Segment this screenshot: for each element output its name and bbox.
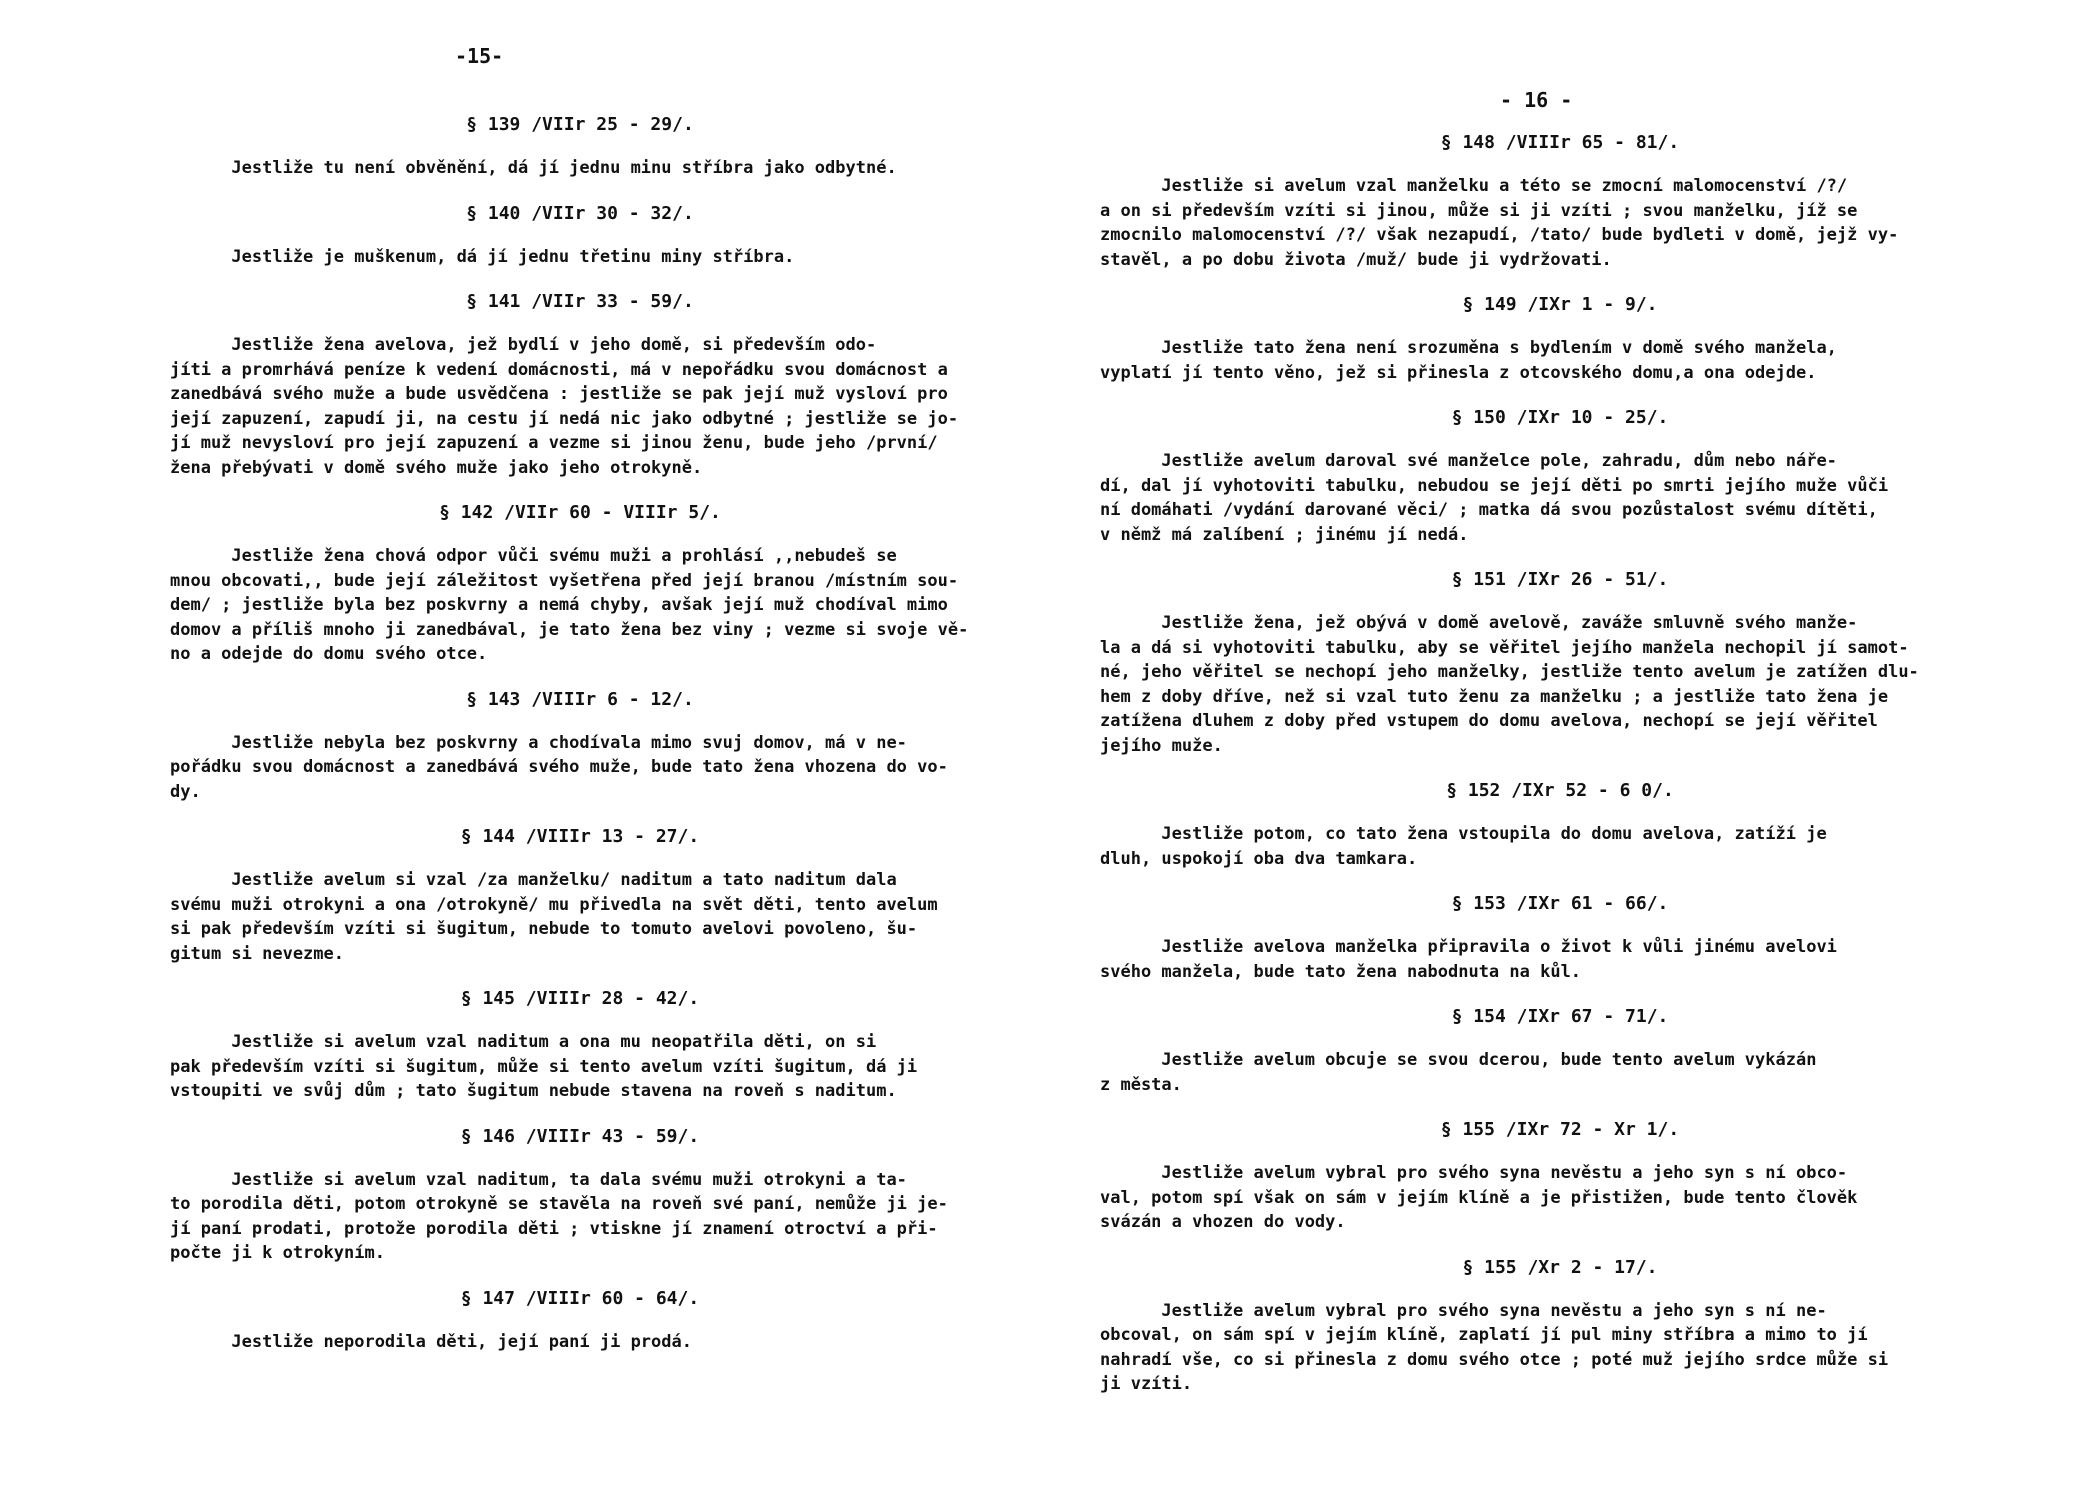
text-line: hem z doby dříve, než si vzal tuto ženu za manželku ; a jestliže tato žena je [1100,686,1889,707]
page-number: - 16 - [1500,88,1573,112]
text-line: domov a příliš mnoho ji zanedbával, je tato žena bez viny ; vezme si svoje vě- [170,619,969,640]
text-line: a on si především vzíti si jinou, může si ji vzíti ; svou manželku, jíž se [1100,200,1858,221]
text-line: počte ji k otrokyním. [170,1243,385,1263]
text-line: jí muž nevysloví pro její zapuzení a vezme si jinou ženu, bude jeho /první/ [170,433,938,453]
text-line: Jestliže je muškenum, dá jí jednu třetinu miny stříbra. [170,246,795,267]
section-paragraph [170,245,990,270]
section-paragraph [1100,1299,2020,1397]
text-line: zatížena dluhem z doby před vstupem do domu avelova, nechopí se její věřitel [1100,711,1878,731]
text-line: dem/ ; jestliže byla bez poskvrny a nemá chyby, avšak její muž chodíval mimo [170,595,948,615]
section-heading: § 155 /Xr 2 - 17/. [1462,1256,1658,1278]
text-line: svého manžela, bude tato žena nabodnuta na kůl. [1100,961,1582,982]
text-line: jejího muže. [1100,735,1223,756]
text-line: vyplatí jí tento věno, jež si přinesla z otcovského domu,a ona odejde. [1100,362,1817,383]
text-line: její zapuzení, zapudí ji, na cestu jí nedá nic jako odbytné ; jestliže se jo- [170,408,959,429]
text-line: la a dá si vyhotoviti tabulku, aby se věřitel jejího manžela nechopil jí samot- [1100,637,1909,658]
section-heading: § 153 /IXr 61 - 66/. [1451,893,1669,914]
text-line: pořádku svou domácnost a zanedbává svého muže, bude tato žena vhozena do vo- [170,757,948,777]
section-heading: § 148 /VIIIr 65 - 81/. [1440,132,1680,153]
section-paragraph [170,731,990,805]
section-paragraph [170,156,990,181]
section-heading: § 155 /IXr 72 - Xr 1/. [1440,1119,1680,1140]
text-line: jíti a promrhává peníze k vedení domácnosti, má v nepořádku svou domácnost a [170,359,948,380]
section-paragraph [1100,822,2020,871]
text-line: Jestliže si avelum vzal manželku a této se zmocní malomocenství /?/ [1100,176,1848,196]
section-paragraph [170,1330,990,1355]
text-line: pak především vzíti si šugitum, může si tento avelum vzíti šugitum, dá ji [170,1056,918,1077]
text-line: obcoval, on sám spí v jejím klíně, zaplatí jí pul miny stříbra a mimo to jí [1100,1325,1868,1345]
text-line: Jestliže avelum vybral pro svého syna nevěstu a jeho syn s ní obco- [1100,1163,1848,1183]
section-paragraph [1100,935,2020,984]
section-paragraph [1100,1161,2020,1235]
text-line: dí, dal jí vyhotoviti tabulku, nebudou se její děti po smrti jejího muže vůči [1100,475,1889,496]
section-heading: § 143 /VIIIr 6 - 12/. [466,688,694,710]
page-content [1100,130,2020,1417]
text-line: Jestliže avelum vybral pro svého syna nevěstu a jeho syn s ní ne- [1100,1300,1827,1321]
text-line: val, potom spí však on sám v jejím klíně a je přistižen, bude tento člověk [1100,1187,1858,1208]
text-line: nahradí vše, co si přinesla z domu svého otce ; poté muž jejího srdce může si [1100,1349,1889,1370]
text-line: Jestliže žena chová odpor vůči svému muži a prohlásí ,,nebudeš se [170,546,897,566]
text-line: Jestliže nebyla bez poskvrny a chodívala mimo svuj domov, má v ne- [170,732,907,753]
section-paragraph [170,868,990,966]
text-line: gitum si nevezme. [170,943,344,964]
text-line: ní domáhati /vydání darované věci/ ; matka dá svou pozůstalost svému dítěti, [1100,500,1878,520]
text-line: svázán a vhozen do vody. [1100,1212,1346,1232]
section-heading: § 141 /VIIr 33 - 59/. [466,291,694,312]
section-heading: § 144 /VIIIr 13 - 27/. [460,826,700,847]
section-paragraph [1100,611,2020,758]
section-heading: § 139 /VIIr 25 - 29/. [466,114,694,135]
text-line: to porodila děti, potom otrokyně se stavěla na roveň své paní, nemůže ji je- [170,1194,948,1214]
text-line: Jestliže avelum obcuje se svou dcerou, bude tento avelum vykázán [1100,1050,1817,1070]
text-line: Jestliže potom, co tato žena vstoupila do domu avelova, zatíží je [1100,824,1827,844]
text-line: si pak především vzíti si šugitum, nebude to tomuto avelovi povoleno, šu- [170,919,918,939]
text-line: dy. [170,781,201,802]
text-line: svému muži otrokyni a ona /otrokyně/ mu přivedla na svět děti, tento avelum [170,894,938,915]
text-line: dluh, uspokojí oba dva tamkara. [1100,848,1418,869]
section-heading: § 140 /VIIr 30 - 32/. [466,202,694,224]
section-heading: § 151 /IXr 26 - 51/. [1451,569,1669,590]
text-line: jí paní prodati, protože porodila děti ; vtiskne jí znamení otroctví a při- [170,1218,938,1239]
text-line: vstoupiti ve svůj dům ; tato šugitum nebude stavena na roveň s naditum. [170,1081,897,1101]
text-line: Jestliže avelum daroval své manželce pole, zahradu, dům nebo náře- [1100,451,1837,471]
section-paragraph [170,1030,990,1104]
text-line: Jestliže si avelum vzal naditum a ona mu neopatřila děti, on si [170,1032,877,1052]
text-line: Jestliže avelova manželka připravila o život k vůli jinému avelovi [1100,937,1837,957]
text-line: Jestliže žena avelova, jež bydlí v jeho domě, si především odo- [170,335,877,355]
text-line: Jestliže avelum si vzal /za manželku/ naditum a tato naditum dala [170,870,897,890]
text-line: zanedbává svého muže a bude usvědčena : jestliže se pak její muž vysloví pro [170,384,948,404]
section-heading: § 145 /VIIIr 28 - 42/. [460,988,700,1009]
text-line: Jestliže si avelum vzal naditum, ta dala svému muži otrokyni a ta- [170,1169,907,1190]
section-paragraph [1100,336,2020,385]
text-line: né, jeho věřitel se nechopí jeho manželky, jestliže tento avelum je zatížen dlu- [1100,662,1919,682]
section-heading: § 147 /VIIIr 60 - 64/. [460,1287,700,1309]
page-content [170,112,990,1374]
section-paragraph [170,333,990,480]
section-paragraph [170,544,990,667]
text-line: mnou obcovati,, bude její záležitost vyšetřena před její branou /místním sou- [170,570,959,591]
text-line: v němž má zalíbení ; jinému jí nedá. [1100,524,1469,545]
text-line: no a odejde do domu svého otce. [170,644,488,664]
text-line: žena přebývati v domě svého muže jako jeho otrokyně. [170,457,703,478]
text-line: Jestliže neporodila děti, její paní ji prodá. [170,1331,692,1352]
text-line: z města. [1100,1074,1182,1095]
page-number: -15- [455,44,504,68]
section-heading: § 149 /IXr 1 - 9/. [1462,294,1658,315]
section-heading: § 146 /VIIIr 43 - 59/. [460,1125,700,1147]
text-line: Jestliže tato žena není srozuměna s bydlením v domě svého manžela, [1100,338,1837,358]
section-paragraph [170,1168,990,1266]
text-line: ji vzíti. [1100,1374,1193,1394]
text-line: Jestliže žena, jež obývá v domě avelově, zaváže smluvně svého manže- [1100,613,1858,633]
section-heading: § 150 /IXr 10 - 25/. [1451,407,1669,428]
section-paragraph [1100,174,2020,272]
text-line: stavěl, a po dobu života /muž/ bude ji vydržovati. [1100,249,1612,270]
section-paragraph [1100,449,2020,547]
section-heading: § 142 /VIIr 60 - VIIIr 5/. [439,502,721,523]
text-line: Jestliže tu není obvěnění, dá jí jednu minu stříbra jako odbytné. [170,158,897,178]
section-heading: § 152 /IXr 52 - 6 0/. [1446,780,1674,801]
section-heading: § 154 /IXr 67 - 71/. [1451,1006,1669,1027]
section-paragraph [1100,1048,2020,1097]
text-line: zmocnilo malomocenství /?/ však nezapudí, /tato/ bude bydleti v domě, jejž vy- [1100,225,1899,245]
